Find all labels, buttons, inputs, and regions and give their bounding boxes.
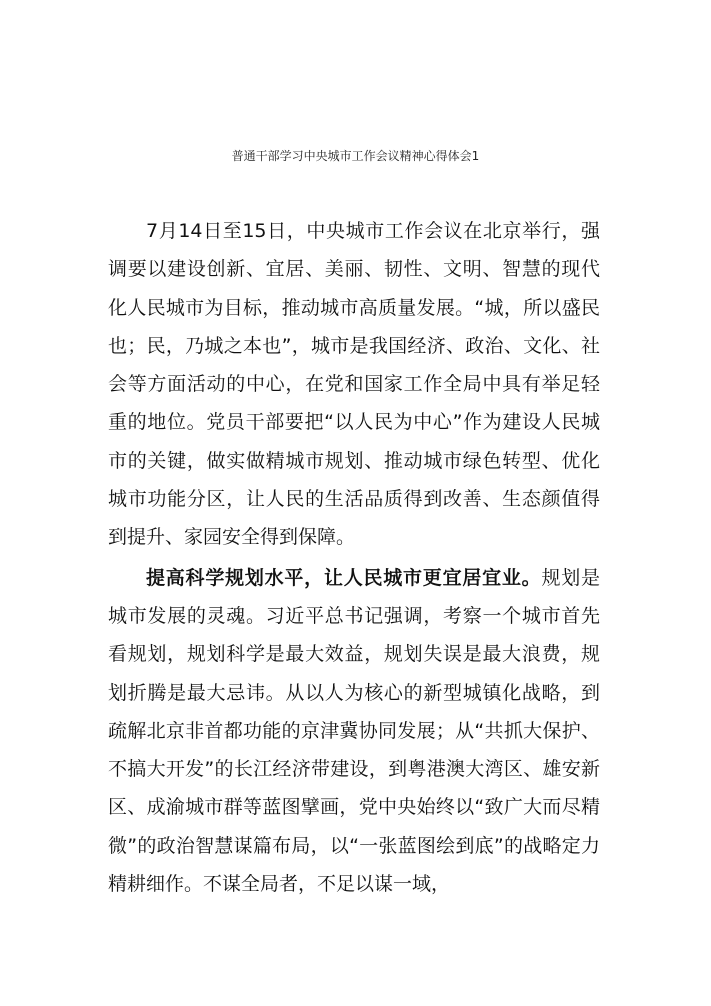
paragraph-2-lead: 提高科学规划水平，让人民城市更宜居宜业。 xyxy=(146,566,542,589)
document-header: 普通干部学习中央城市工作会议精神心得体会1 xyxy=(231,149,480,163)
paragraph-1 xyxy=(108,212,600,557)
paragraph-2-text: 规划是城市发展的灵魂。习近平总书记强调，考察一个城市首先看规划，规划科学是最大效益，规划失误是最大浪费，规划折腾是最大忌讳。从以人为核心的新型城镇化战略，到疏解北京非首都功能的京津冀协同发展；从“共抓大保护、不搞大开发”的长江经济带建设，到粤港澳大湾区、雄安新区、成渝城市群等蓝图擘画，党中央始终以“致广大而尽精微”的政治智慧谋篇布局，以“一张蓝图绘到底”的战略定力精耕细作。不谋全局者，不足以谋一域， xyxy=(108,566,600,896)
paragraph-2 xyxy=(108,559,600,904)
document-body xyxy=(108,212,600,903)
paragraph-1-text: 7月14日至15日，中央城市工作会议在北京举行，强调要以建设创新、宜居、美丽、韧性、文明、智慧的现代化人民城市为目标，推动城市高质量发展。“城，所以盛民也；民，乃城之本也”，城市是我国经济、政治、文化、社会等方面活动的中心，在党和国家工作全局中具有举足轻重的地位。党员干部要把“以人民为中心”作为建设人民城市的关键，做实做精城市规划、推动城市绿色转型、优化城市功能分区，让人民的生活品质得到改善、生态颜值得到提升、家园安全得到保障。 xyxy=(108,220,600,549)
